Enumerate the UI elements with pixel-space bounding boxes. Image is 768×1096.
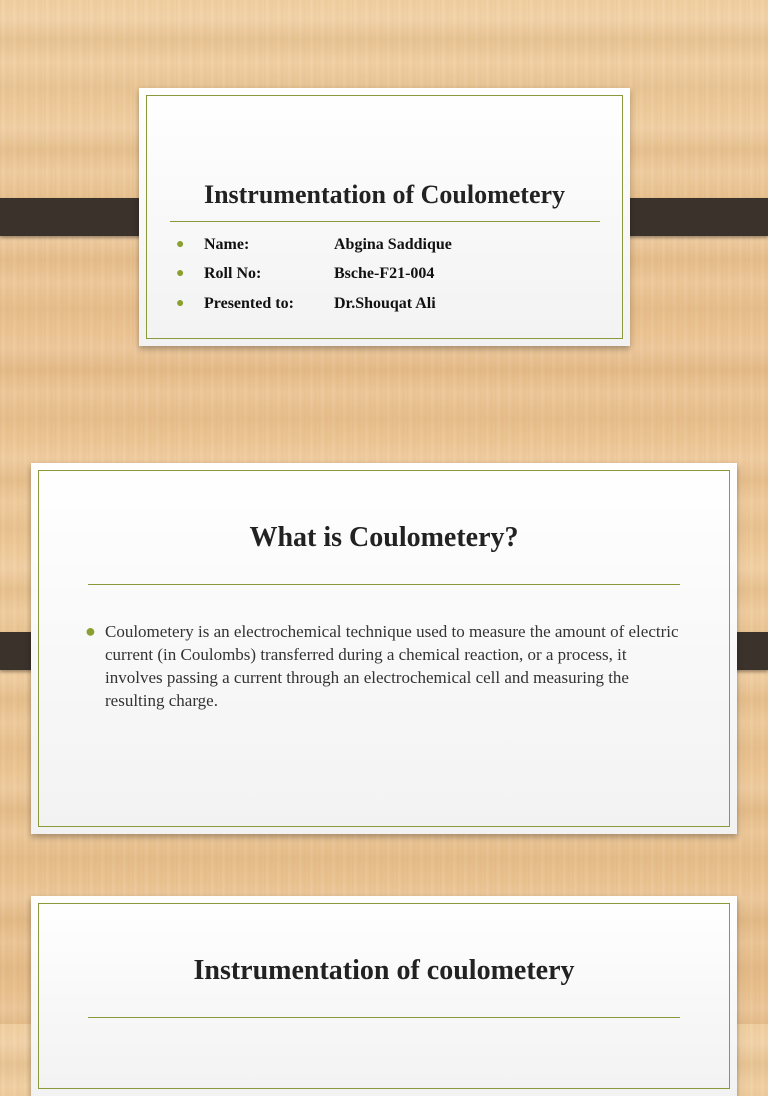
slide-2[interactable]	[31, 463, 737, 834]
bullet-icon: ●	[176, 296, 185, 311]
slide-1-divider	[170, 221, 600, 222]
slide-3-title: Instrumentation of coulometery	[193, 955, 575, 986]
field-value: Abgina Saddique	[334, 236, 452, 253]
slide-3-frame	[38, 903, 730, 1089]
bullet-text: Coulometery is an electrochemical technique used to measure the amount of electric current (in Coulombs) transferred during a chemical reaction, or a process, it involves passing a current through an electrochemical cell and measuring the resulting charge.	[105, 622, 679, 710]
field-value: Dr.Shouqat Ali	[334, 295, 436, 312]
bullet-icon: ●	[176, 266, 185, 281]
slide-3-divider	[88, 1017, 680, 1018]
strap-right-1	[613, 198, 768, 236]
field-label: Name:	[204, 236, 250, 253]
slide-2-bullet	[85, 620, 685, 712]
bullet-icon: ●	[85, 621, 96, 641]
slide-2-title: What is Coulometery?	[249, 522, 519, 553]
bullet-icon: ●	[176, 237, 185, 252]
slide-1[interactable]	[139, 88, 630, 346]
field-row-name	[176, 235, 452, 255]
field-row-roll	[176, 264, 434, 284]
field-row-presented	[176, 294, 436, 314]
slide-3[interactable]	[31, 896, 737, 1096]
field-label: Roll No:	[204, 265, 262, 282]
slide-1-title: Instrumentation of Coulometery	[203, 180, 566, 209]
field-label: Presented to:	[204, 295, 294, 312]
slide-2-divider	[88, 584, 680, 585]
field-value: Bsche-F21-004	[334, 265, 435, 282]
strap-left-1	[0, 198, 155, 236]
